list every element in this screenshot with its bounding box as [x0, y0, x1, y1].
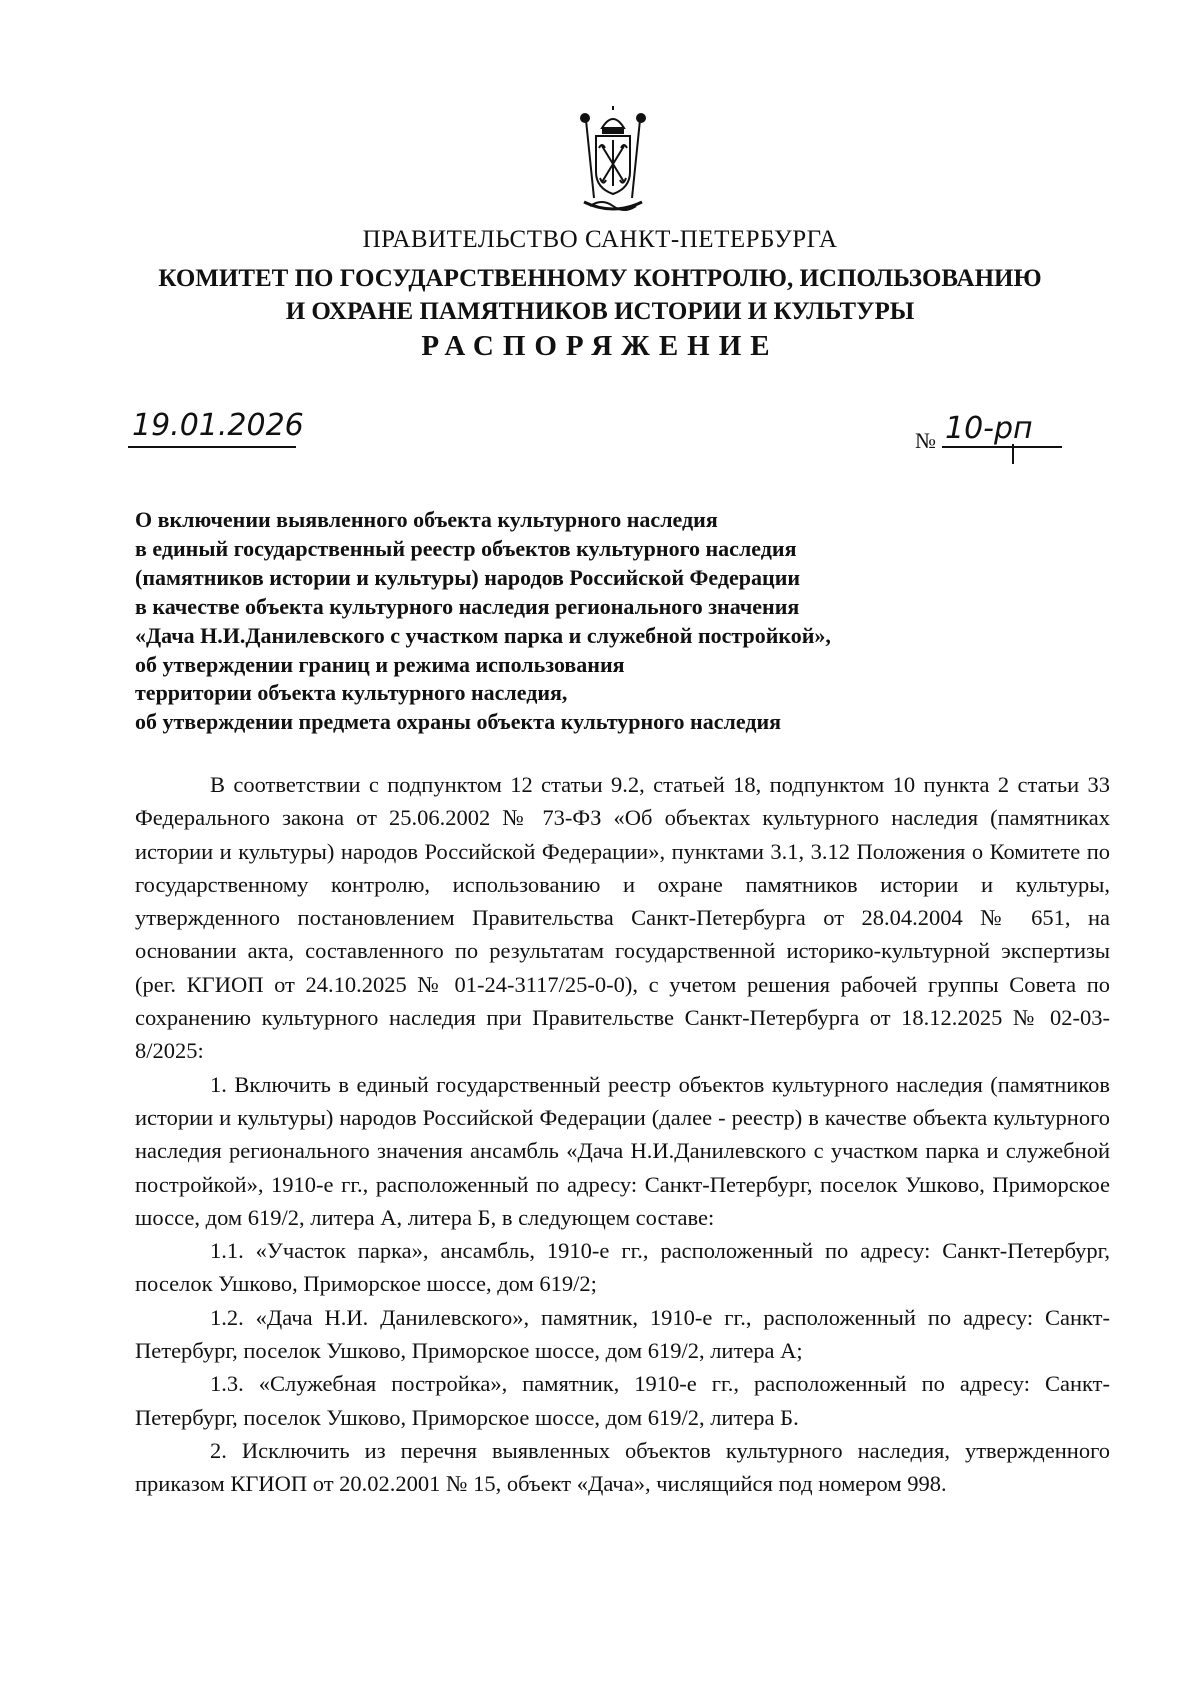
committee-line-2: И ОХРАНЕ ПАМЯТНИКОВ ИСТОРИИ И КУЛЬТУРЫ [285, 298, 915, 325]
item-1-1: 1.1. «Участок парка», ансамбль, 1910-е гг., расположенный по адресу: Санкт-Петербург, поселок Ушково, Приморское шоссе, дом 619/2; [135, 1238, 1110, 1297]
preamble-paragraph: В соответствии с подпунктом 12 статьи 9.2, статьей 18, подпунктом 10 пункта 2 статьи 33 Федерального закона от 25.06.2002 № 73-ФЗ «Об объектах культурного наследия (памятниках истории и культуры) народов Российской Федерации», пунктами 3.1, 3.12 Положения о Комитете по государственному контролю, использованию и охране памятников истории и культуры, утвержденного постановлением Правительства Санкт-Петербурга от 28.04.2004 № 651, на основании акта, составленного по результатам государственной историко-культурной экспертизы (рег. КГИОП от 24.10.2025 № 01-24-3117/25-0-0), с учетом решения рабочей группы Совета по сохранению культурного наследия при Правительстве Санкт-Петербурга от 18.12.2025 № 02-03-8/2025: [135, 772, 1110, 1064]
subject-line: О включении выявленного объекта культурного наследия [135, 507, 718, 532]
date-underline [128, 446, 296, 448]
committee-line-1: КОМИТЕТ ПО ГОСУДАРСТВЕННОМУ КОНТРОЛЮ, ИСПОЛЬЗОВАНИЮ [158, 265, 1042, 292]
document-date: 19.01.2026 [132, 408, 304, 443]
number-label: № [915, 428, 936, 453]
number-stroke [1012, 444, 1014, 464]
document-number: 10-рп [945, 411, 1033, 446]
item-2: 2. Исключить из перечня выявленных объектов культурного наследия, утвержденного приказом КГИОП от 20.02.2001 № 15, объект «Дача», числящийся под номером 998. [135, 1437, 1110, 1497]
document-body [135, 768, 1110, 1501]
government-name: ПРАВИТЕЛЬСТВО САНКТ-ПЕТЕРБУРГА [362, 226, 838, 253]
subject-line: об утверждении границ и режима использования [135, 651, 625, 677]
subject-line: в качестве объекта культурного наследия регионального значения [135, 593, 800, 619]
committee-name [0, 262, 1200, 328]
subject-line: в единый государственный реестр объектов культурного наследия [135, 535, 797, 561]
subject-line: (памятников истории и культуры) народов Российской Федерации [135, 564, 801, 590]
item-1-3: 1.3. «Служебная постройка», памятник, 1910-е гг., расположенный по адресу: Санкт-Петербург, поселок Ушково, Приморское шоссе, дом 619/2, литера Б. [135, 1371, 1110, 1430]
number-underline [942, 446, 1062, 448]
subject-line: «Дача Н.И.Данилевского с участком парка и служебной постройкой», [135, 622, 831, 648]
subject-line: территории объекта культурного наследия, [135, 680, 568, 706]
subject-line: об утверждении предмета охраны объекта культурного наследия [135, 709, 782, 735]
document-subject [135, 506, 1035, 737]
coat-of-arms-icon [572, 106, 654, 216]
document-type: РАСПОРЯЖЕНИЕ [421, 330, 779, 362]
item-1: 1. Включить в единый государственный реестр объектов культурного наследия (памятников истории и культуры) народов Российской Федерации (далее - реестр) в качестве объекта культурного наследия регионального значения ансамбль «Дача Н.И.Данилевского с участком парка и служебной постройкой», 1910-е гг., расположенный по адресу: Санкт-Петербург, поселок Ушково, Приморское шоссе, дом 619/2, литера А, литера Б, в следующем составе: [135, 1071, 1110, 1230]
item-1-2: 1.2. «Дача Н.И. Данилевского», памятник, 1910-е гг., расположенный по адресу: Санкт-Петербург, поселок Ушково, Приморское шоссе, дом 619/2, литера А; [135, 1304, 1110, 1364]
